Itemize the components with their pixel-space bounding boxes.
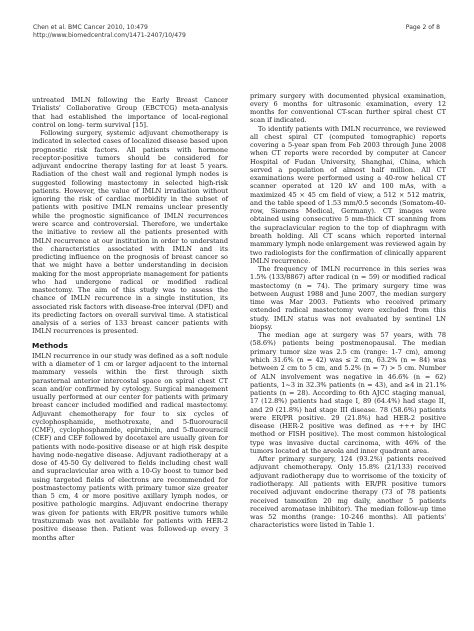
paragraph: The median age at surgery was 57 years, with 78 (58.6%) patients being postmenopausal. The median primary tumor size was 2.5 cm (range: 1-7 cm), among which 31.6% (n = 42) was ≤ 2 cm, 63.2% (n = 84) was between 2 cm to 5 cm, and 5.2% (n = 7) > 5 cm. Number of ALN involvement was negative in 46.6% (n = 62) patients, 1~3 in 32.3% patients (n = 43), and ≥4 in 21.1% patients (n = 28). According to 6th AJCC staging manual, 17 (12.8%) patients had stage I, 89 (64.4%) had stage II, and 29 (21.8%) had stage III disease. 78 (58.6%) patients were ER/PR positive. 29 (21.8%) had HER-2 positive disease (HER-2 positive was defined as +++ by IHC method or FISH positive). The most common histological type was invasive ductal carcinoma, with 46% of the tumors located at the areola and inner quadrant area. (250, 331, 446, 455)
article-url[interactable]: http://www.biomedcentral.com/1471-2407/10/479 (33, 32, 186, 39)
journal-citation: Chen et al. BMC Cancer 2010, 10:479 (33, 24, 148, 31)
paragraph: Following surgery, systemic adjuvant chemotherapy is indicated in selected cases of localized disease based upon prognostic risk factors. All patients with hormone receptor-positive tumors should be considered for adjuvant endocrine therapy lasting for at least 5 years. Radiation of the chest wall and regional lymph nodes is suggested following mastectomy in selected high-risk patients. However, the value of IMLN irradiation without ignoring the risk of cardiac morbidity in the subset of patients with positive IMLN remains unclear presently while the prognostic significance of IMLN recurrences were scarce and controversial. Therefore, we undertake the initiative to review all the patients presented with IMLN recurrence at our institution in order to understand the characteristics associated with IMLN and its predicting influence on the prognosis of breast cancer so that we might have a better understanding in decision making for the most appropriate management for patients who had undergone radical or modified radical mastectomy. The aim of this study was to assess the chance of IMLN recurrence in a single institution, its associated risk factors with disease-free interval (DFI) and its predicting factors on overall survival time. A statistical analysis of a series of 133 breast cancer patients with IMLN recurrences is presented. (32, 129, 228, 336)
paragraph: untreated IMLN following the Early Breast Cancer Trialists' Collaborative Group (EBCTCG) meta-analysis that had established the importance of local-regional control on long- term survival [15]. (32, 96, 228, 129)
paragraph: After primary surgery, 124 (93.2%) patients received adjuvant chemotherapy. Only 15.8% (21/133) received adjuvant radiotherapy due to worrisome of the toxicity of radiotherapy. All patients with ER/PR positive tumors received adjuvant endocrine therapy (73 of 78 patients received tamoxifen 20 mg daily, another 5 patients received aromatase inhibitor). The median follow-up time was 52 months (range: 10-246 months). All patients' characteristics were listed in Table 1. (250, 455, 446, 530)
right-column (250, 92, 446, 530)
paragraph: To identify patients with IMLN recurrence, we reviewed all chest spiral CT (computed tomographic) reports covering a 5-year span from Feb 2003 through June 2008 when CT reports were recorded by computer at Cancer Hospital of Fudan University, Shanghai, China, which served a population of almost half million. All CT examinations were performed using a 40-row helical CT scanner operated at 120 kV and 100 mAs, with a maximized 45 × 45 cm field of view, a 512 × 512 matrix, and the table speed of 1.53 mm/0.5 seconds (Somatom-40-row, Siemens Medical, Germany). CT images were obtained using consecutive 5 mm-thick CT scanning from the supraclavicular region to the top of diaphragm with breath holding. All CT scans which reported internal mammary lymph node enlargement was reviewed again by two radiologists for the confirmation of clinically apparent IMLN recurrence. (250, 124, 446, 265)
paragraph: IMLN recurrence in our study was defined as a soft nodule with a diameter of 1 cm or larger adjacent to the internal mammary vessels within the first through sixth parasternal anterior intercostal space on spiral chest CT scan and/or confirmed by cytology. Surgical management usually performed at our center for patients with primary breast cancer included modified and radical mastectomy. Adjuvant chemotherapy for four to six cycles of cyclophosphamide, methotrexate, and 5-fluorouracil (CMF), cyclophosphamide, epirubicin, and 5-fluorouracil (CEF) and CEF followed by docetaxel are usually given for patients with node-positive disease or at high risk despite having node-negative disease. Adjuvant radiotherapy at a dose of 45-50 Gy delivered to fields including chest wall and supraclavicular area with a 10-Gy boost to tumor bed using targeted fields of electrons are recommended for postmastectomy patients with primary tumor size greater than 5 cm, 4 or more positive axillary lymph nodes, or positive pathologic margins. Adjuvant endocrine therapy was given for patients with ER/PR positive tumors while trastuzumab was not available for patients with HER-2 positive disease then. Patient was followed-up every 3 months after (32, 351, 228, 542)
page-number: Page 2 of 8 (405, 24, 440, 31)
running-header (33, 24, 186, 40)
section-heading-methods: Methods (32, 340, 68, 350)
paragraph: primary surgery with documented physical examination, every 6 months for ultrasonic examination, every 12 months for conventional CT-scan further spiral chest CT scan if indicated. (250, 91, 446, 125)
paragraph: The frequency of IMLN recurrence in this series was 1.5% (133/8867) after radical (n = 59) or modified radical mastectomy (n = 74). The primary surgery time was between August 1988 and June 2007, the median surgery time was Mar 2003. Patients who received primary extended radical mastectomy were excluded from this study. IMLN status was not evaluated by sentinel LN biopsy. (250, 265, 446, 331)
left-column (32, 96, 228, 542)
